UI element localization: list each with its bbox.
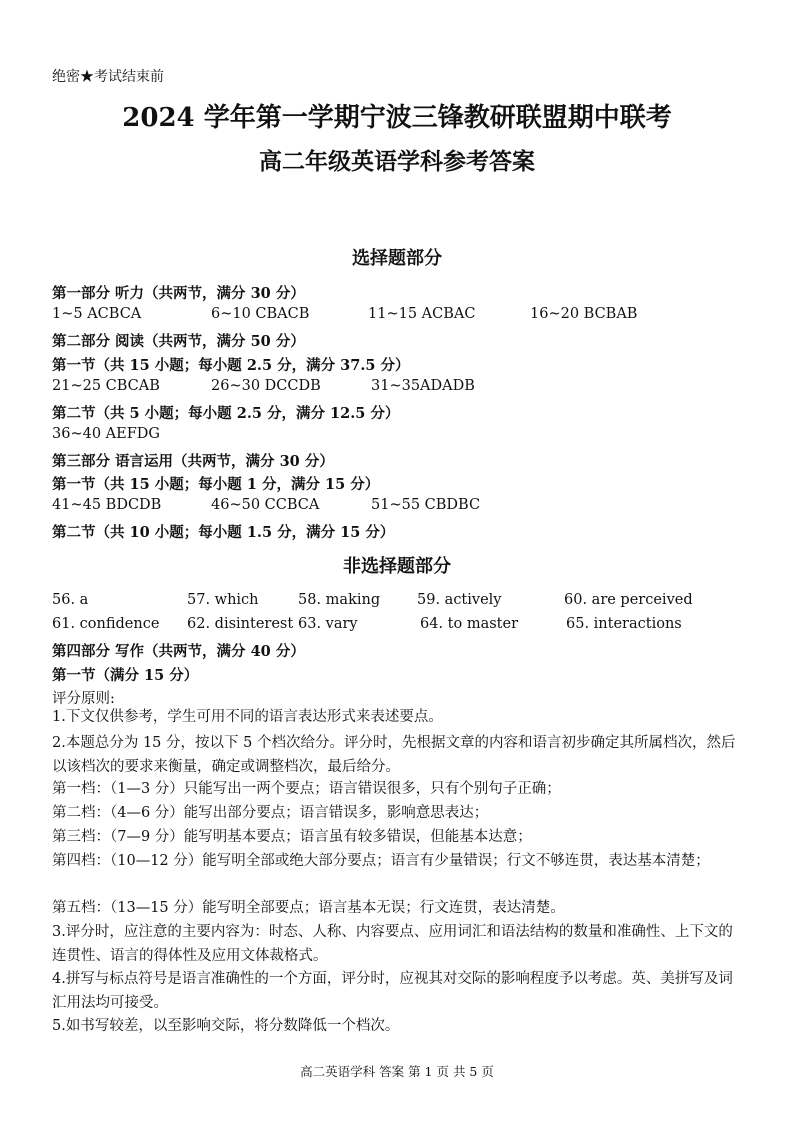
answer-group: 16~20 BCBAB bbox=[530, 306, 638, 322]
answer-key-subtitle: 高二年级英语学科参考答案 bbox=[259, 148, 535, 175]
scoring-rule: 第五档：（13—15 分）能写明全部要点；语言基本无误；行文连贯，表达清楚。 bbox=[52, 900, 565, 916]
scoring-rule: 2.本题总分为 15 分，按以下 5 个档次给分。评分时，先根据文章的内容和语言初步确定其所属档次，然后以该档次的要求来衡量，确定或调整档次，最后给分。 bbox=[52, 735, 736, 775]
answer-group: 51~55 CBDBC bbox=[371, 497, 481, 513]
scoring-rule: 第三档：（7—9 分）能写明基本要点；语言虽有较多错误，但能基本达意； bbox=[52, 829, 532, 845]
scoring-rule: 1.下文仅供参考，学生可用不同的语言表达形式来表述要点。 bbox=[52, 709, 443, 725]
scoring-rule: 第二档：（4—6 分）能写出部分要点；语言错误多，影响意思表达； bbox=[52, 805, 489, 821]
confidential-label: 绝密★考试结束前 bbox=[52, 69, 164, 85]
part2-section2-heading: 第二节（共 5 小题；每小题 2.5 分，满分 12.5 分） bbox=[52, 405, 400, 422]
scoring-rule: 4.拼写与标点符号是语言准确性的一个方面，评分时，应视其对交际的影响程度予以考虑。英、美拼写及词汇用法均可接受。 bbox=[52, 971, 733, 1011]
part3-heading: 第三部分 语言运用（共两节，满分 30 分） bbox=[52, 453, 334, 470]
scoring-rule: 5.如书写较差，以至影响交际，将分数降低一个档次。 bbox=[52, 1018, 400, 1034]
answer-group: 46~50 CCBCA bbox=[211, 497, 320, 513]
cloze-answer: 62. disinterest bbox=[187, 616, 294, 632]
answer-group: 41~45 BDCDB bbox=[52, 497, 162, 513]
answer-group: 31~35ADADB bbox=[371, 378, 475, 394]
answer-group: 36~40 AEFDG bbox=[52, 426, 160, 442]
part4-section1-heading: 第一节（满分 15 分） bbox=[52, 667, 199, 684]
part4-heading: 第四部分 写作（共两节，满分 40 分） bbox=[52, 643, 305, 660]
scoring-rule: 3.评分时，应注意的主要内容为：时态、人称、内容要点、应用词汇和语法结构的数量和准确性、上下文的连贯性、语言的得体性及应用文体裁格式。 bbox=[52, 924, 733, 964]
answer-group: 1~5 ACBCA bbox=[52, 306, 142, 322]
cloze-answer: 56. a bbox=[52, 592, 89, 608]
cloze-answer: 60. are perceived bbox=[564, 592, 693, 608]
cloze-answer: 57. which bbox=[187, 592, 259, 608]
part2-heading: 第二部分 阅读（共两节，满分 50 分） bbox=[52, 333, 305, 350]
exam-title: 2024 学年第一学期宁波三锋教研联盟期中联考 bbox=[122, 103, 672, 133]
answer-group: 26~30 DCCDB bbox=[211, 378, 321, 394]
cloze-answer: 65. interactions bbox=[566, 616, 682, 632]
part3-section2-heading: 第二节（共 10 小题；每小题 1.5 分，满分 15 分） bbox=[52, 524, 395, 541]
cloze-answer: 63. vary bbox=[298, 616, 358, 632]
cloze-answer: 61. confidence bbox=[52, 616, 160, 632]
choice-section-heading: 选择题部分 bbox=[352, 248, 442, 269]
part1-heading: 第一部分 听力（共两节，满分 30 分） bbox=[52, 285, 305, 302]
page-footer: 高二英语学科 答案 第 1 页 共 5 页 bbox=[300, 1064, 494, 1079]
cloze-answer: 58. making bbox=[298, 592, 381, 608]
scoring-rule: 第四档：（10—12 分）能写明全部或绝大部分要点；语言有少量错误；行文不够连贯，表达基本清楚； bbox=[52, 853, 710, 869]
answer-group: 6~10 CBACB bbox=[211, 306, 310, 322]
cloze-answer: 64. to master bbox=[420, 616, 519, 632]
nonchoice-section-heading: 非选择题部分 bbox=[343, 556, 451, 577]
cloze-answer: 59. actively bbox=[417, 592, 502, 608]
answer-group: 11~15 ACBAC bbox=[368, 306, 476, 322]
answer-group: 21~25 CBCAB bbox=[52, 378, 160, 394]
part2-section1-heading: 第一节（共 15 小题；每小题 2.5 分，满分 37.5 分） bbox=[52, 357, 410, 374]
part3-section1-heading: 第一节（共 15 小题；每小题 1 分，满分 15 分） bbox=[52, 476, 380, 493]
scoring-principles-title: 评分原则: bbox=[52, 691, 115, 707]
scoring-rule: 第一档：（1—3 分）只能写出一两个要点；语言错误很多，只有个别句子正确； bbox=[52, 781, 561, 797]
